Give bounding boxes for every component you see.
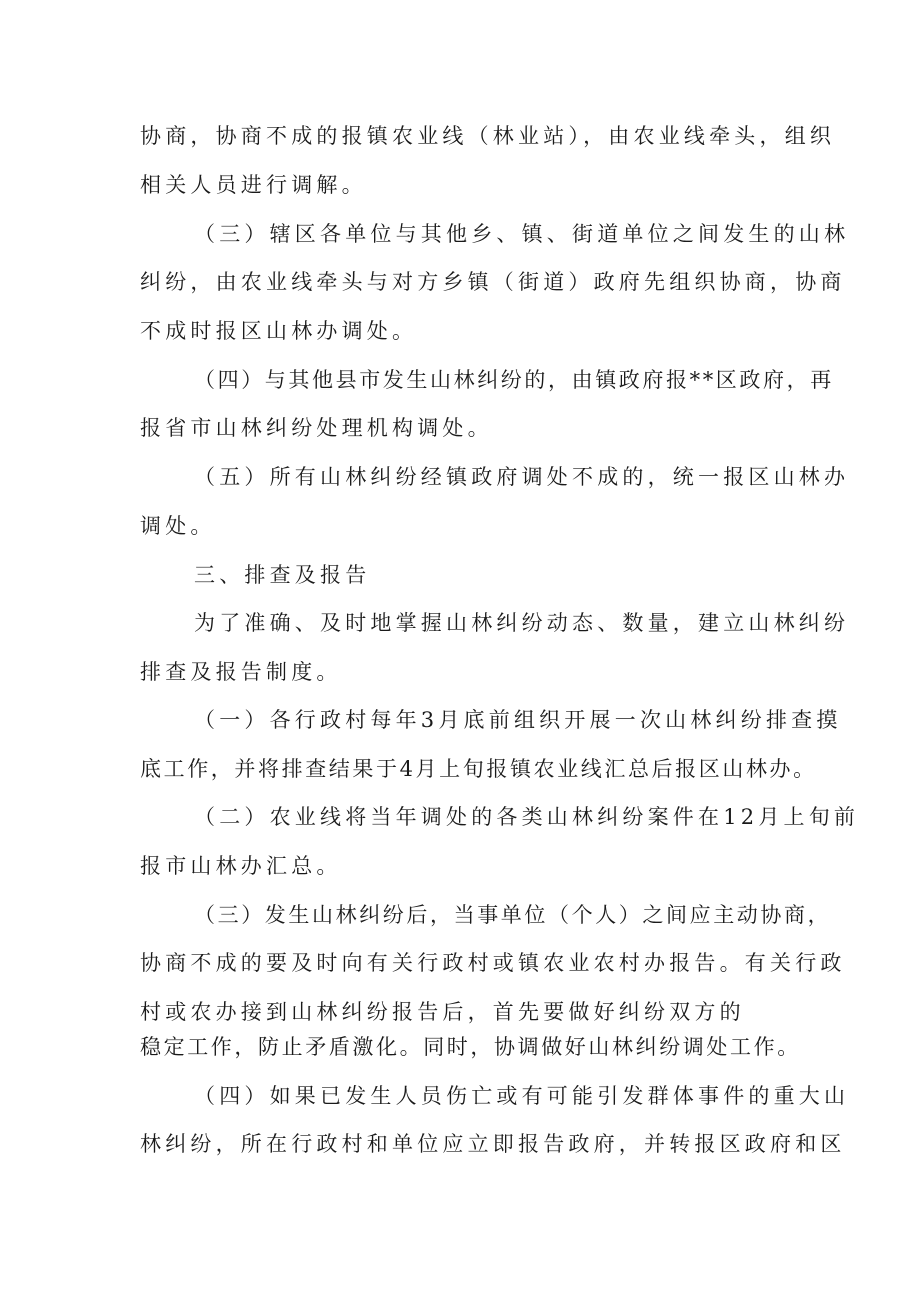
paragraph-line: 底工作，并将排查结果于4月上旬报镇农业线汇总后报区山林办。 — [140, 757, 817, 781]
paragraph-line: （二）农业线将当年调处的各类山林纠纷案件在12月上旬前 — [194, 805, 860, 829]
paragraph-line: （三）辖区各单位与其他乡、镇、街道单位之间发生的山林 — [194, 222, 850, 246]
paragraph-line: 林纠纷，所在行政村和单位应立即报告政府，并转报区政府和区 — [140, 1132, 846, 1156]
paragraph-line: （四）如果已发生人员伤亡或有可能引发群体事件的重大山 — [194, 1084, 850, 1108]
paragraph-line: 报市山林办汇总。 — [140, 854, 342, 878]
paragraph-line: 报省市山林纠纷处理机构调处。 — [140, 416, 493, 440]
paragraph-line: 排查及报告制度。 — [140, 660, 342, 684]
paragraph-line: （三）发生山林纠纷后，当事单位（个人）之间应主动协商， — [194, 903, 832, 927]
paragraph-line: 稳定工作，防止矛盾激化。同时，协调做好山林纠纷调处工作。 — [140, 1035, 801, 1059]
section-heading: 三、排查及报告 — [194, 563, 371, 587]
paragraph-line: （四）与其他县市发生山林纠纷的，由镇政府报**区政府，再 — [194, 368, 834, 392]
paragraph-line: 协商不成的要及时向有关行政村或镇农业农村办报告。有关行政 — [140, 951, 846, 975]
paragraph-line: 协商，协商不成的报镇农业线（林业站），由农业线牵头，组织 — [140, 124, 836, 148]
paragraph-line: 纠纷，由农业线牵头与对方乡镇（街道）政府先组织协商，协商 — [140, 270, 846, 294]
paragraph-line: （一）各行政村每年3月底前组织开展一次山林纠纷排查摸 — [194, 708, 842, 732]
paragraph-line: 为了准确、及时地掌握山林纠纷动态、数量，建立山林纠纷 — [194, 611, 850, 635]
paragraph-line: 相关人员进行调解。 — [140, 173, 367, 197]
paragraph-line: 村或农办接到山林纠纷报告后，首先要做好纠纷双方的 — [140, 1000, 745, 1024]
paragraph-line: 调处。 — [140, 514, 216, 538]
paragraph-line: （五）所有山林纠纷经镇政府调处不成的，统一报区山林办 — [194, 465, 850, 489]
paragraph-line: 不成时报区山林办调处。 — [140, 319, 418, 343]
